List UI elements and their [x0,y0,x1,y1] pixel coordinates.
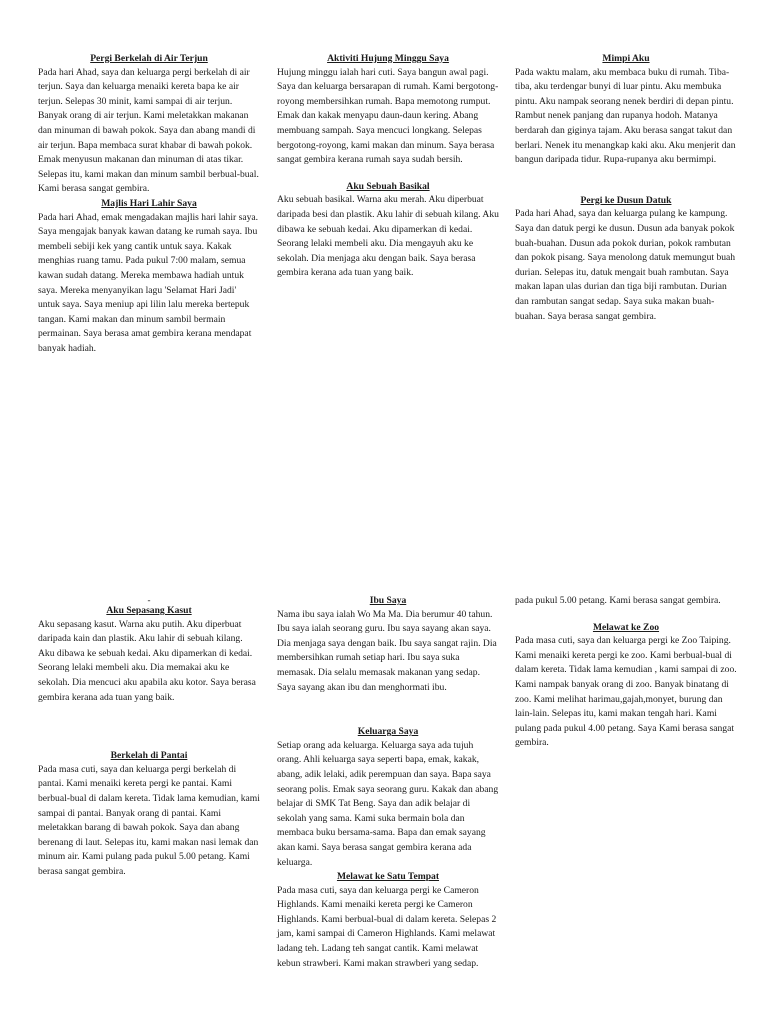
story-hari-lahir [38,197,260,357]
story-body: Aku sebuah basikal. Warna aku merah. Aku diperbuat daripada besi dan plastik. Aku lahir di sebuah kilang. Aku dibawa ke sebuah kedai. Aku dipamerkan di kedai. Seorang lelaki membeli aku. Dia mengayuh aku ke sekolah. Dia menjaga aku dengan baik. Saya berasa gembira kerana ada tuan yang baik. [277,194,499,279]
story-ibu [277,594,499,695]
bottom-column-1 [38,596,260,880]
story-title: Aku Sebuah Basikal [346,180,430,192]
story-title: Melawat ke Satu Tempat [336,871,440,883]
story-basikal [277,180,499,281]
story-keluarga [277,725,499,870]
story-body: Nama ibu saya ialah Wo Ma Ma. Dia berumur 40 tahun. Ibu saya ialah seorang guru. Ibu saya sayang akan saya. Dia menjaga saya dengan baik. Ibu saya sangat rajin. Dia membersihkan rumah setiap hari. Ibu saya suka memasak. Dia selalu memasak makanan yang sedap. Saya sayang akan ibu dan menghormati ibu. [277,608,497,693]
bottom-half-section [0,588,768,1024]
story-body: Pada hari Ahad, emak mengadakan majlis hari lahir saya. Saya mengajak banyak kawan datang ke rumah saya. Ibu membeli sebiji kek yang cantik untuk saya. Kakak menghias ruang tamu. Pada pukul 7:00 malam, semua kawan sudah datang. Mereka membawa hadiah untuk saya. Mereka menyanyikan lagu 'Selamat Hari Jadi' untuk saya. Saya meniup api lilin lalu mereka bertepuk tangan. Kami makan dan minum sambil bermain permainan. Saya berasa amat gembira kerana mendapat banyak hadiah. [38,211,259,354]
story-mimpi [515,52,737,168]
story-title: Aktiviti Hujung Minggu Saya [327,53,449,64]
top-column-3 [515,52,737,324]
story-title: Aku Sepasang Kasut [106,605,192,616]
story-body: Pada masa cuti, saya dan keluarga pergi ke Zoo Taiping. Kami menaiki kereta pergi ke zoo. Kami berbual-bual di dalam kereta. Tidak lama kemudian , kami sampai di zoo. Kami nampak banyak orang di zoo. Banyak binatang di zoo. Kami melihat harimau,gajah,monyet, burung dan lain-lain. Selepas itu, kami makan tengah hari. Kami pulang pada pukul 4.00 petang. Saya Kami berasa sangat gembira. [515,635,737,749]
bottom-column-3 [515,594,737,751]
story-cameron [277,870,499,971]
story-body: Pada masa cuti, saya dan keluarga pergi berkelah di pantai. Kami menaiki kereta pergi ke pantai. Kami berbual-bual di dalam kereta. Tidak lama kemudian, kami sampai di pantai. Banyak orang di pantai. Kami meletakkan barang di bawah pokok. Saya dan abang berenang di laut. Selepas itu, kami makan nasi lemak dan minum air. Kami pulang pada pukul 5.00 petang. Kami berasa sangat gembira. [38,763,260,877]
story-title: Keluarga Saya [357,726,419,738]
story-hujung-minggu [277,52,499,168]
story-title: Pergi ke Dusun Datuk [580,194,672,206]
bottom-column-2 [277,594,499,971]
story-body: Pada hari Ahad, saya dan keluarga pulang ke kampung. Saya dan datuk pergi ke dusun. Dusun ada banyak pokok buah-buahan. Dusun ada pokok durian, pokok rambutan dan pokok pisang. Saya menolong datuk memungut buah durian. Selepas itu, datuk mengait buah rambutan. Saya makan lapan ulas durian dan tiga biji rambutan. Durian dan rambutan sangat sedap. Saya suka makan buah-buahan. Saya berasa sangat gembira. [515,208,736,322]
story-title: Berkelah di Pantai [110,750,188,762]
dash-mark: - [147,595,151,605]
story-continuation [515,594,737,609]
story-body: Pada waktu malam, aku membaca buku di rumah. Tiba-tiba, aku terdengar bunyi di luar pintu. Aku membuka pintu. Aku nampak seorang nenek berdiri di depan pintu. Rambut nenek panjang dan rupanya hodoh. Matanya berdarah dan giginya tajam. Aku berasa sangat takut dan berlari. Nenek itu menangkap kaki aku. Aku menjerit dan bangun daripada tidur. Rupa-rupanya aku bermimpi. [515,66,736,166]
story-body: Pada hari Ahad, saya dan keluarga pergi berkelah di air terjun. Saya dan keluarga menaiki kereta bapa ke air terjun. Selepas 30 minit, kami sampai di air terjun. Banyak orang di air terjun. Kami meletakkan makanan dan minuman di bawah pokok. Saya dan abang mandi di air terjun. Bapa membaca surat khabar di bawah pokok. Emak menyusun makanan dan minuman di atas tikar. Selepas itu, kami makan dan minum sambil berbual-bual. Kami berasa sangat gembira. [38,66,259,195]
top-column-1 [38,52,260,356]
story-zoo [515,621,737,751]
story-title: Pergi Berkelah di Air Terjun [90,53,208,64]
story-dusun-datuk [515,194,737,324]
story-title: Mimpi Aku [602,53,650,64]
story-pantai [38,749,260,879]
top-column-2 [277,52,499,281]
story-body: Pada masa cuti, saya dan keluarga pergi ke Cameron Highlands. Kami menaiki kereta pergi ke Cameron Highlands. Kami berbual-bual di dalam kereta. Selepas 2 jam, kami sampai di Cameron Highlands. Kami melawat ladang teh. Ladang teh sangat cantik. Kami melawat kebun strawberi. Kami makan strawberi yang sedap. [277,884,497,969]
story-body: pada pukul 5.00 petang. Kami berasa sangat gembira. [515,595,721,606]
story-title: Ibu Saya [369,595,407,606]
story-body: Aku sepasang kasut. Warna aku putih. Aku diperbuat daripada kain dan plastik. Aku lahir di sebuah kilang. Aku dibawa ke sebuah kedai. Aku dipamerkan di kedai. Seorang lelaki membeli aku. Dia memakai aku ke sekolah. Dia mencuci aku apabila aku kotor. Saya berasa gembira kerana ada tuan yang baik. [38,618,256,703]
story-title: Melawat ke Zoo [592,621,660,633]
story-air-terjun [38,52,260,197]
story-body: Hujung minggu ialah hari cuti. Saya bangun awal pagi. Saya dan keluarga bersarapan di rumah. Kami bergotong-royong membersihkan rumah. Bapa memotong rumput. Emak dan kakak menyapu daun-daun kering. Abang membuang sampah. Saya mencuci longkang. Selepas bergotong-royong, kami makan dan minum. Saya berasa sangat gembira kerana rumah saya sudah bersih. [277,66,499,166]
story-kasut [38,604,260,705]
story-body: Setiap orang ada keluarga. Keluarga saya ada tujuh orang. Ahli keluarga saya seperti bapa, emak, kakak, abang, adik lelaki, adik perempuan dan saya. Bapa saya seorang polis. Emak saya seorang guru. Kakak dan abang belajar di SMK Tat Beng. Saya dan adik belajar di sekolah yang sama. Kami suka bermain bola dan membaca buku bersama-sama. Bapa dan emak sayang akan kami. Saya berasa sangat gembira kerana ada keluarga. [277,739,499,868]
story-title: Majlis Hari Lahir Saya [101,197,197,209]
